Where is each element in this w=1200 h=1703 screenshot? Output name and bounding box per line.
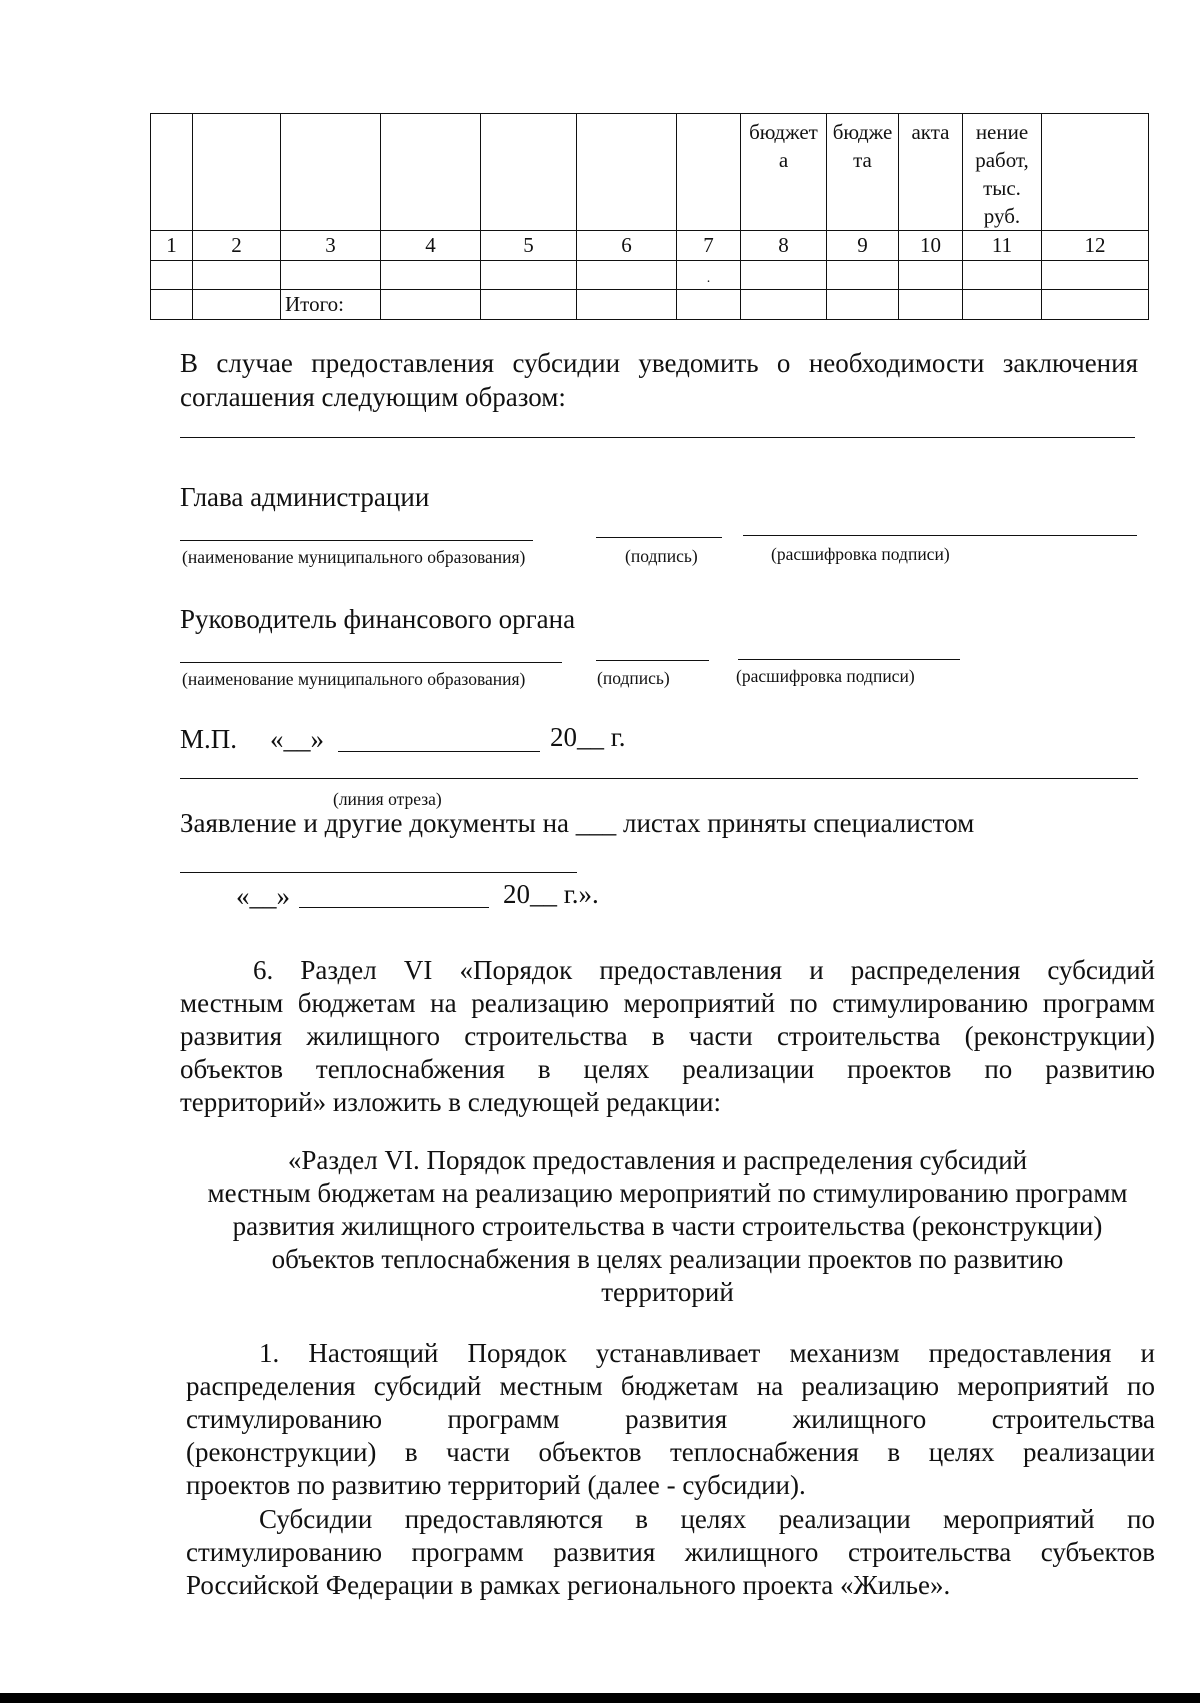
subsidies-paragraph	[186, 1503, 1155, 1602]
date-fill-line	[299, 907, 489, 908]
caption-signature: (подпись)	[597, 668, 670, 688]
table-cell	[1042, 290, 1149, 320]
heading-line: объектов теплоснабжения в целях реализации проектов по развитию	[271, 1244, 1064, 1274]
column-number: 1	[151, 231, 193, 261]
table-cell	[481, 290, 577, 320]
accepted-text: Заявление и другие документы на ___ листах приняты специалистом	[180, 808, 975, 838]
paragraph-line: объектов теплоснабжения в целях реализации проектов по развитию	[180, 1054, 1155, 1084]
caption-decoding: (расшифровка подписи)	[771, 544, 950, 564]
heading-line: развития жилищного строительства в части строительства (реконструкции)	[232, 1211, 1103, 1241]
table-cell	[381, 261, 481, 290]
header-cell	[381, 114, 481, 231]
dot-mark: .	[706, 271, 711, 286]
column-number: 12	[1042, 231, 1149, 261]
table-cell	[741, 261, 827, 290]
table-header-row	[151, 114, 1149, 231]
accepted-quote: «__»	[236, 881, 290, 911]
table-cell	[577, 290, 677, 320]
table-cell	[151, 261, 193, 290]
column-number: 9	[827, 231, 899, 261]
table-cell	[963, 290, 1042, 320]
table-cell	[193, 261, 281, 290]
cut-line	[180, 778, 1138, 779]
signature-line	[738, 659, 960, 660]
table-cell	[677, 261, 741, 290]
caption-decoding: (расшифровка подписи)	[736, 666, 915, 686]
header-cell-budget-2: бюдже та	[827, 114, 899, 231]
header-cell	[481, 114, 577, 231]
paragraph-line: стимулированию программ развития жилищного строительства	[186, 1404, 1155, 1434]
header-cell-act: акта	[899, 114, 963, 231]
column-number: 8	[741, 231, 827, 261]
table-cell	[193, 290, 281, 320]
column-number: 3	[281, 231, 381, 261]
caption-municipality: (наименование муниципального образования)	[182, 669, 526, 689]
scan-border	[0, 1693, 1200, 1703]
table-cell	[577, 261, 677, 290]
header-cell	[1042, 114, 1149, 231]
stamp-mp: М.П.	[180, 724, 238, 754]
header-cell-budget: бюджет а	[741, 114, 827, 231]
header-cell	[151, 114, 193, 231]
paragraph-line: 1. Настоящий Порядок устанавливает механизм предоставления и	[259, 1338, 1155, 1368]
table-cell	[899, 290, 963, 320]
paragraph-line: стимулированию программ развития жилищного строительства субъектов	[186, 1537, 1155, 1567]
signature-line	[596, 537, 722, 538]
paragraph-line: Субсидии предоставляются в целях реализации мероприятий по	[259, 1504, 1155, 1534]
paragraph-line: (реконструкции) в части объектов теплоснабжения в целях реализации	[186, 1437, 1155, 1467]
caption-municipality: (наименование муниципального образования)	[182, 547, 526, 567]
paragraph-line: проектов по развитию территорий (далее - субсидии).	[186, 1470, 806, 1500]
heading-line: «Раздел VI. Порядок предоставления и распределения субсидий	[287, 1145, 1028, 1175]
head-admin-title: Глава администрации	[180, 482, 430, 512]
header-cell	[281, 114, 381, 231]
column-number: 5	[481, 231, 577, 261]
heading-line: территорий	[601, 1277, 734, 1307]
table-cell	[963, 261, 1042, 290]
table-number-row	[151, 231, 1149, 261]
heading-line: местным бюджетам на реализацию мероприятий по стимулированию программ	[207, 1178, 1128, 1208]
date-fill-line	[338, 751, 540, 752]
point1-paragraph	[186, 1337, 1155, 1502]
notice-line-2: соглашения следующим образом:	[180, 382, 566, 412]
signature-line	[743, 535, 1137, 536]
signature-line	[180, 540, 533, 541]
table-cell	[899, 261, 963, 290]
paragraph-line: территорий» изложить в следующей редакции:	[180, 1087, 721, 1117]
column-number: 7	[677, 231, 741, 261]
table-cell	[741, 290, 827, 320]
table-cell	[827, 261, 899, 290]
column-number: 4	[381, 231, 481, 261]
cut-line-caption: (линия отреза)	[333, 789, 442, 809]
signature-line	[596, 660, 709, 661]
notice-fill-line	[180, 437, 1135, 438]
paragraph-line: развития жилищного строительства в части строительства (реконструкции)	[180, 1021, 1155, 1051]
notice-line-1: В случае предоставления субсидии уведомить о необходимости заключения	[180, 348, 1138, 378]
column-number: 10	[899, 231, 963, 261]
header-cell-work-cost: нение работ, тыс. руб.	[963, 114, 1042, 231]
head-finance-title: Руководитель финансового органа	[180, 604, 576, 634]
paragraph-line: местным бюджетам на реализацию мероприятий по стимулированию программ	[180, 988, 1155, 1018]
budget-table	[150, 113, 1149, 320]
header-cell	[577, 114, 677, 231]
header-cell	[193, 114, 281, 231]
caption-signature: (подпись)	[625, 546, 698, 566]
table-total-row	[151, 290, 1149, 320]
column-number: 6	[577, 231, 677, 261]
table-cell	[677, 290, 741, 320]
section-heading	[180, 1144, 1155, 1309]
table-cell	[151, 290, 193, 320]
table-cell	[1042, 261, 1149, 290]
table-row	[151, 261, 1149, 290]
stamp-quote: «__»	[270, 724, 324, 754]
section6-paragraph	[180, 954, 1155, 1119]
paragraph-line: распределения субсидий местным бюджетам на реализацию мероприятий по	[186, 1371, 1155, 1401]
table-cell	[381, 290, 481, 320]
table-cell	[827, 290, 899, 320]
column-number: 2	[193, 231, 281, 261]
table-cell	[481, 261, 577, 290]
paragraph-line: Российской Федерации в рамках регионального проекта «Жилье».	[186, 1570, 951, 1600]
header-cell	[677, 114, 741, 231]
total-label: Итого:	[281, 290, 381, 320]
stamp-year: 20__ г.	[550, 722, 626, 752]
specialist-fill-line	[180, 872, 577, 873]
paragraph-line: 6. Раздел VI «Порядок предоставления и распределения субсидий	[253, 955, 1155, 985]
signature-line	[180, 662, 562, 663]
table-cell	[281, 261, 381, 290]
accepted-year: 20__ г.».	[503, 879, 599, 909]
column-number: 11	[963, 231, 1042, 261]
